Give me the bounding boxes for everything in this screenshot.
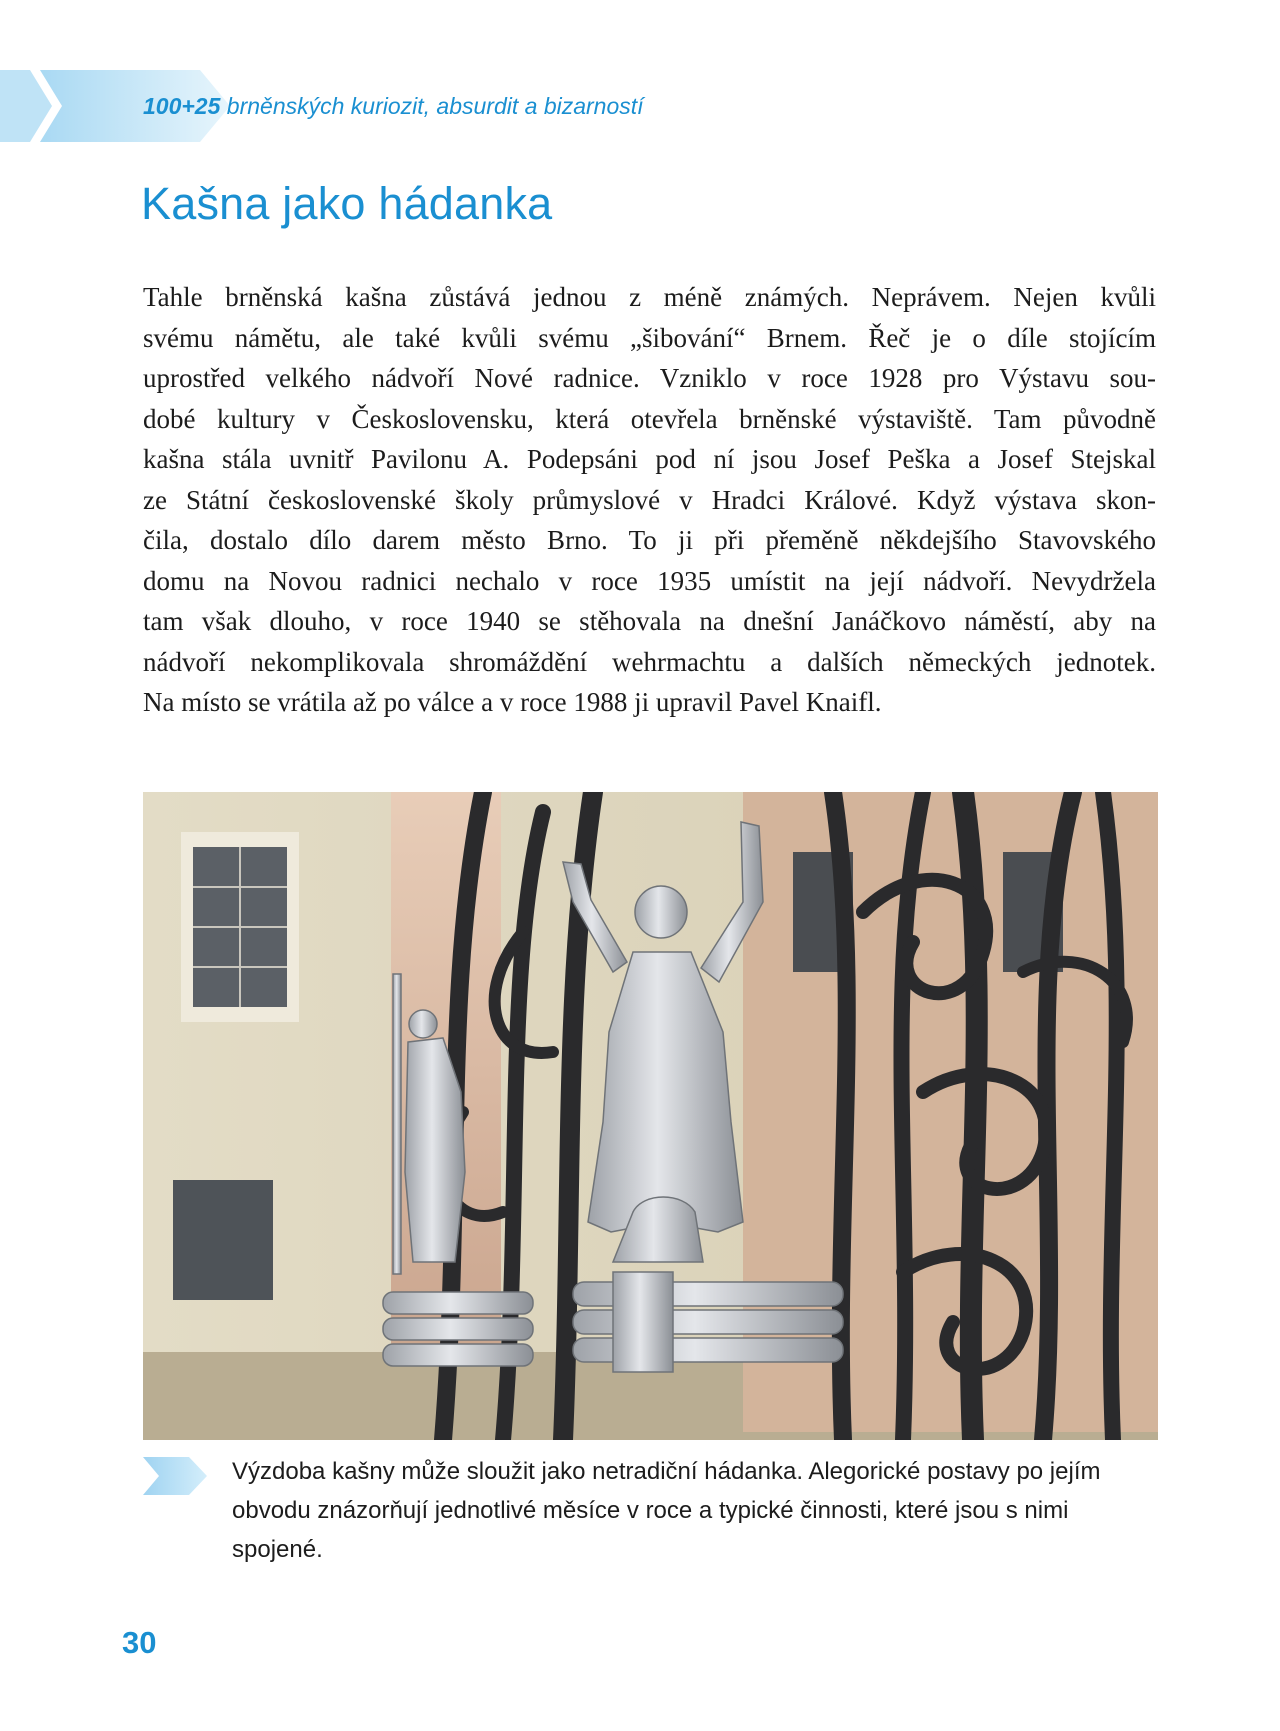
- body-line: čila, dostalo dílo darem město Brno. To ji při přeměně někdejšího Stavovského: [143, 525, 1156, 555]
- body-line: Tahle brněnská kašna zůstává jednou z méně známých. Neprávem. Nejen kvůli: [143, 282, 1156, 312]
- body-line: tam však dlouho, v roce 1940 se stěhovala na dnešní Janáčkovo náměstí, aby na: [143, 606, 1156, 636]
- header-rest: brněnských kuriozit, absurdit a bizarností: [220, 93, 644, 119]
- body-line: dobé kultury v Československu, která otevřela brněnské výstaviště. Tam původně: [143, 403, 1156, 434]
- running-header: [143, 93, 644, 120]
- caption-chevron-icon: [143, 1457, 207, 1495]
- body-line: svému námětu, ale také kvůli svému „šibování“ Brnem. Řeč je o díle stojícím: [143, 322, 1156, 353]
- page-title: Kašna jako hádanka: [141, 178, 553, 229]
- body-paragraph: [143, 277, 1156, 723]
- body-line: kašna stála uvnitř Pavilonu A. Podepsáni pod ní jsou Josef Peška a Josef Stejskal: [143, 444, 1156, 474]
- fountain-photo: [143, 792, 1158, 1440]
- body-line: ze Státní československé školy průmyslové v Hradci Králové. Když výstava skon-: [143, 484, 1156, 515]
- body-line: uprostřed velkého nádvoří Nové radnice. Vzniklo v roce 1928 pro Výstavu sou-: [143, 363, 1156, 393]
- photo-caption: Výzdoba kašny může sloužit jako netradiční hádanka. Alegorické postavy po jejím obvodu znázorňují jednotlivé měsíce v roce a typické činnosti, které jsou s nimi spojené.: [232, 1458, 1101, 1563]
- body-line: Na místo se vrátila až po válce a v roce 1988 ji upravil Pavel Knaifl.: [143, 687, 882, 717]
- header-number: 100+25: [143, 93, 221, 119]
- body-line: nádvoří nekomplikovala shromáždění wehrmachtu a dalších německých jednotek.: [143, 646, 1156, 677]
- body-line: domu na Novou radnici nechalo v roce 1935 umístit na její nádvoří. Nevydržela: [143, 565, 1156, 596]
- page-number: 30: [122, 1625, 157, 1660]
